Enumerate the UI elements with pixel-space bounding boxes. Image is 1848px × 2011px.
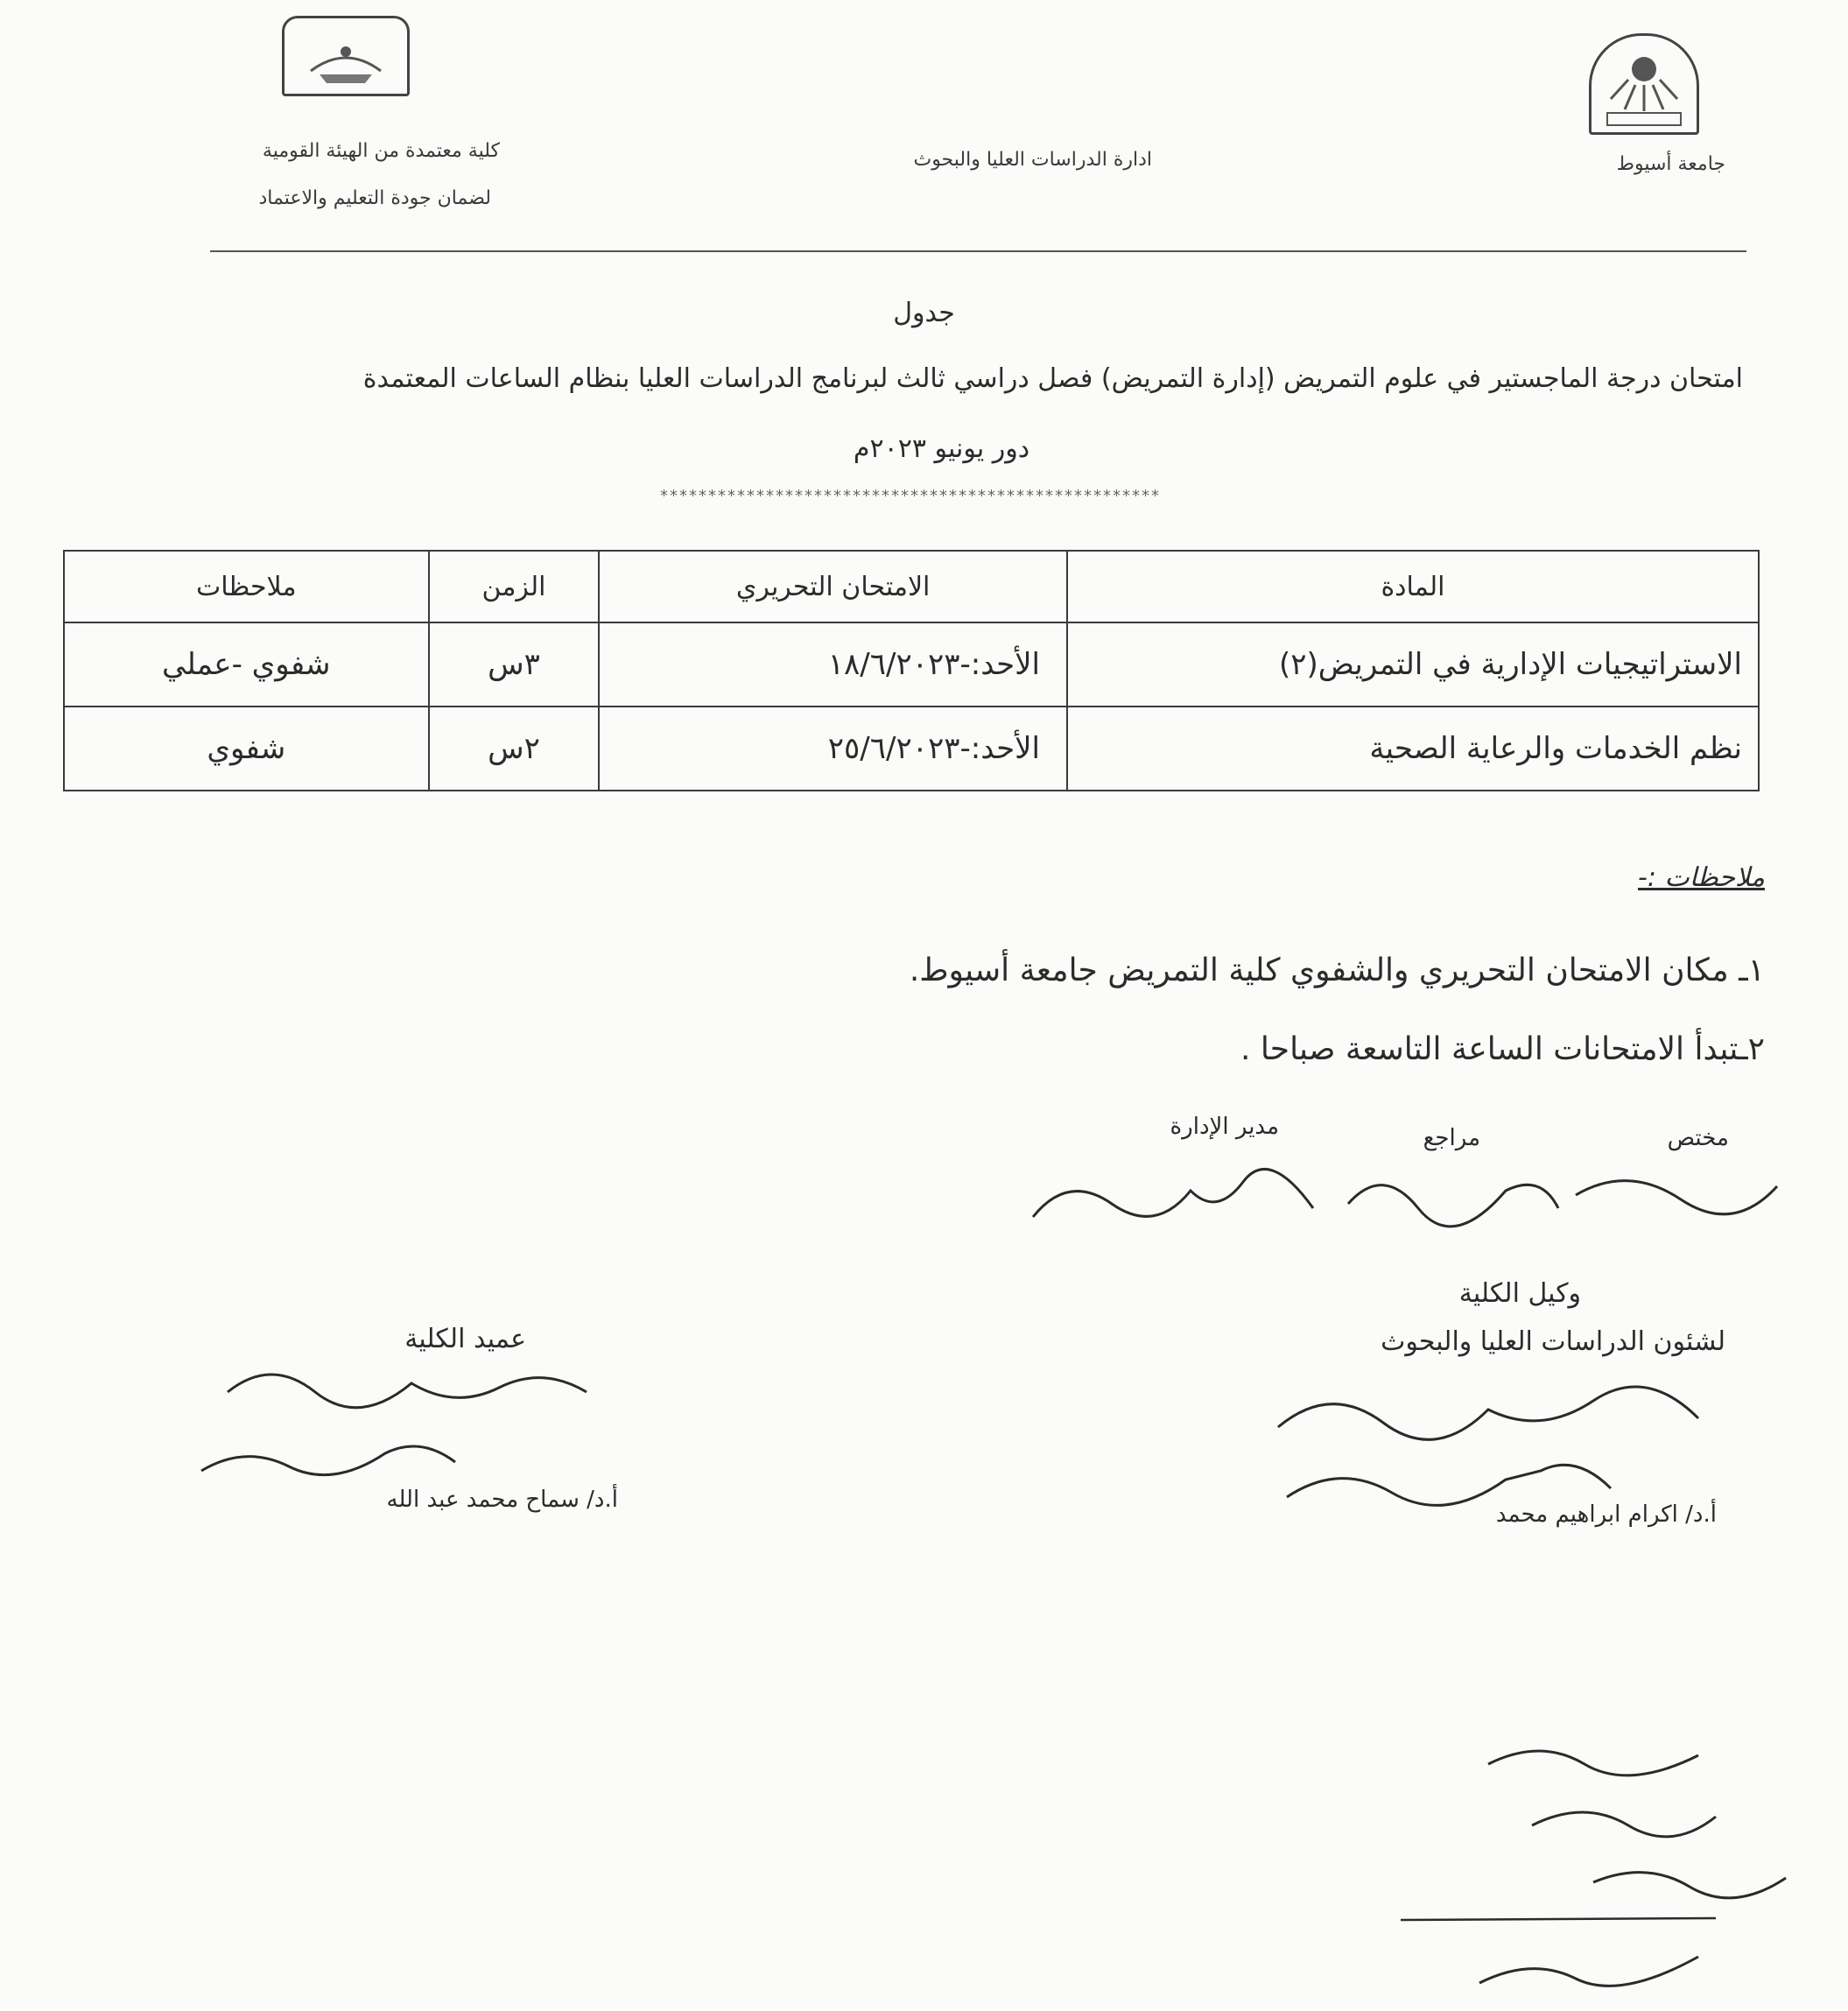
note-item: ٢ـتبدأ الامتحانات الساعة التاسعة صباحا . bbox=[1240, 1031, 1765, 1067]
notes-title: ملاحظات :- bbox=[1638, 862, 1765, 893]
university-name: جامعة أسيوط bbox=[1616, 153, 1725, 175]
table-row bbox=[64, 707, 1759, 791]
cell-subject: الاستراتيجيات الإدارية في التمريض(٢) bbox=[1067, 622, 1759, 707]
cell-notes: شفوي bbox=[64, 707, 429, 791]
cell-written-exam: الأحد:-١٨/٦/٢٠٢٣ bbox=[599, 622, 1067, 707]
header-notes: ملاحظات bbox=[64, 551, 429, 622]
role-reviewer: مراجع bbox=[1423, 1125, 1480, 1151]
department-name: ادارة الدراسات العليا والبحوث bbox=[913, 149, 1152, 171]
table-row bbox=[64, 622, 1759, 707]
role-specialist: مختص bbox=[1667, 1125, 1729, 1151]
table-header-row bbox=[64, 551, 1759, 622]
dean-signature bbox=[193, 1357, 595, 1497]
university-logo bbox=[1589, 33, 1699, 135]
dean-name: أ.د/ سماح محمد عبد الله bbox=[386, 1487, 618, 1513]
cell-subject: نظم الخدمات والرعاية الصحية bbox=[1067, 707, 1759, 791]
exam-term: دور يونيو ٢٠٢٣م bbox=[853, 433, 1030, 464]
sun-emblem-icon bbox=[1592, 36, 1697, 132]
header-written-exam: الامتحان التحريري bbox=[599, 551, 1067, 622]
lamp-emblem-icon bbox=[285, 18, 407, 94]
vice-dean-name: أ.د/ اكرام ابراهيم محمد bbox=[1495, 1501, 1717, 1528]
accreditation-line-2: لضمان جودة التعليم والاعتماد bbox=[258, 187, 491, 209]
dean-title: عميد الكلية bbox=[404, 1324, 526, 1354]
cell-duration: ٣س bbox=[429, 622, 600, 707]
header-subject: المادة bbox=[1067, 551, 1759, 622]
vice-dean-title-2: لشئون الدراسات العليا والبحوث bbox=[1381, 1326, 1725, 1357]
exam-description: امتحان درجة الماجستير في علوم التمريض (إدارة التمريض) فصل دراسي ثالث لبرنامج الدراسات العليا بنظام الساعات المعتمدة bbox=[362, 363, 1743, 394]
role-admin-director: مدير الإدارة bbox=[1170, 1114, 1279, 1140]
reviewers-signatures bbox=[1015, 1156, 1786, 1234]
title-separator: **************************************************** bbox=[660, 487, 1161, 505]
header-divider bbox=[210, 250, 1746, 252]
faculty-logo bbox=[282, 16, 410, 96]
note-item: ١ـ مكان الامتحان التحريري والشفوي كلية التمريض جامعة أسيوط. bbox=[909, 953, 1765, 988]
document-title: جدول bbox=[893, 298, 955, 328]
handwritten-note bbox=[1383, 1729, 1812, 2000]
header-duration: الزمن bbox=[429, 551, 600, 622]
exam-schedule-table bbox=[63, 550, 1760, 791]
cell-written-exam: الأحد:-٢٥/٦/٢٠٢٣ bbox=[599, 707, 1067, 791]
vice-dean-title: وكيل الكلية bbox=[1458, 1278, 1581, 1309]
accreditation-line-1: كلية معتمدة من الهيئة القومية bbox=[262, 140, 500, 162]
cell-notes: شفوي -عملي bbox=[64, 622, 429, 707]
cell-duration: ٢س bbox=[429, 707, 600, 791]
